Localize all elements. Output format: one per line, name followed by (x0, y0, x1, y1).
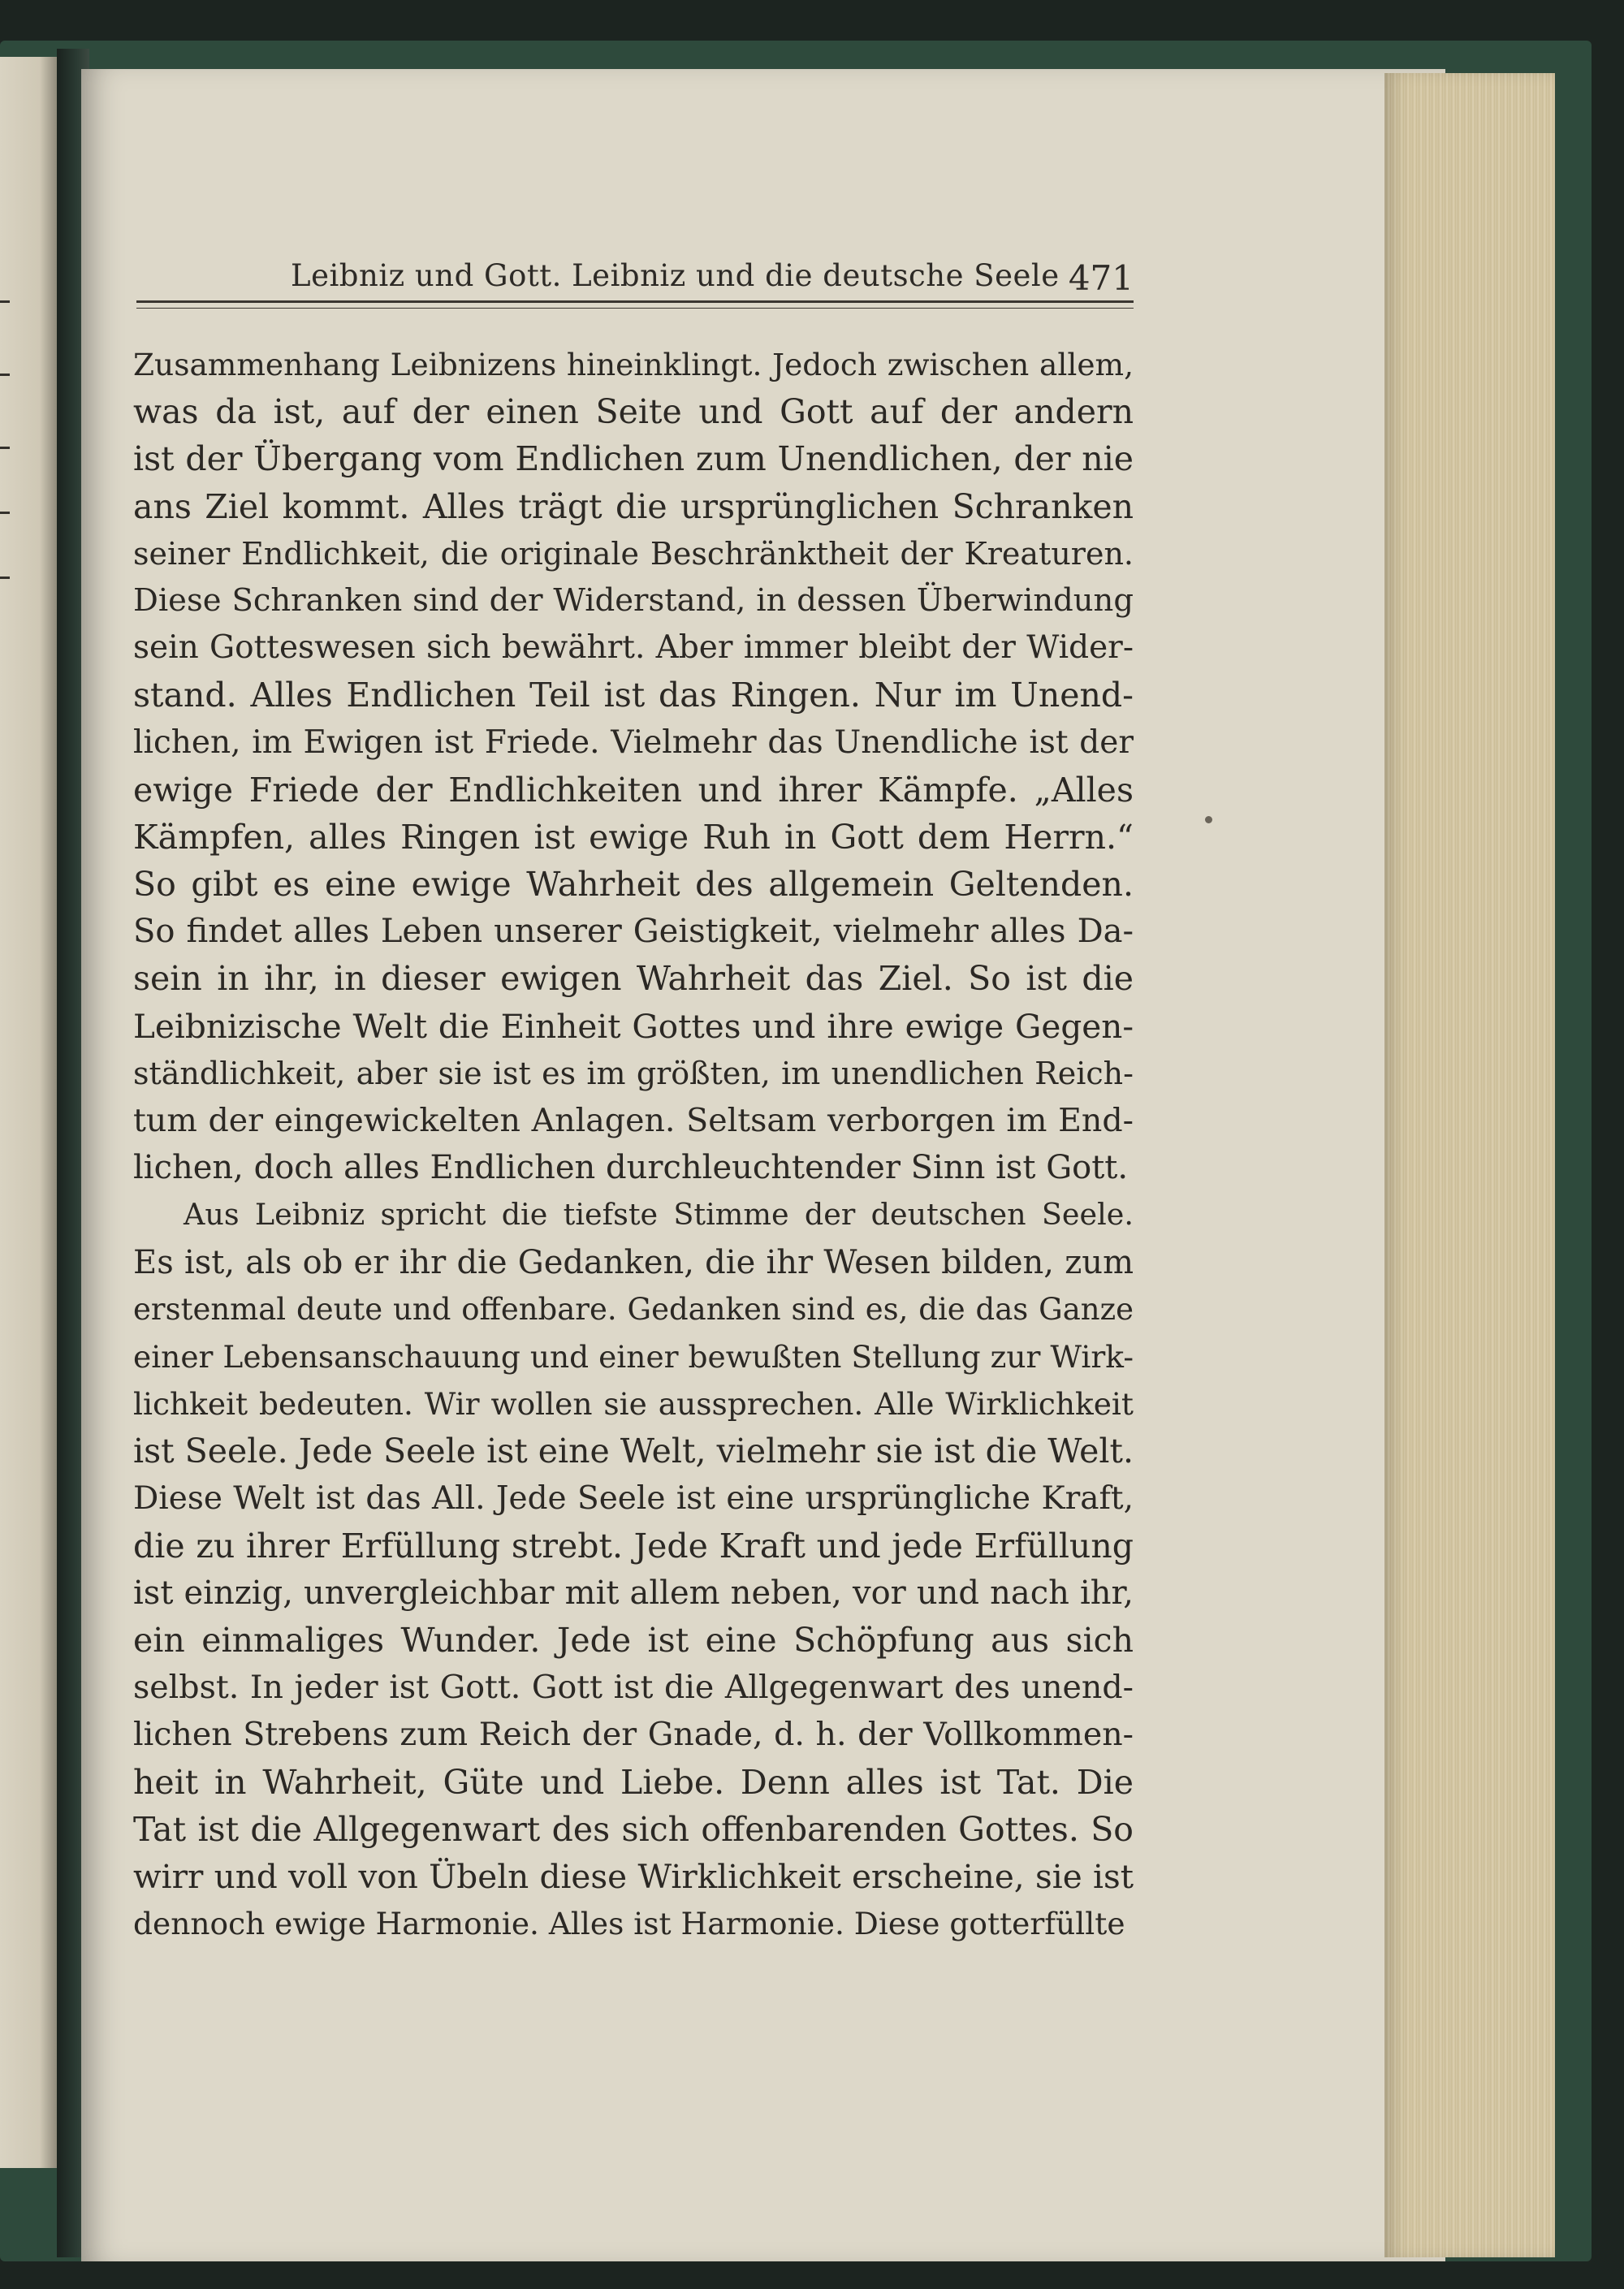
facing-page-mark (0, 374, 10, 376)
text-line: sein in ihr, in dieser ewigen Wahrheit das Ziel. So ist die (133, 959, 1134, 999)
text-line: ständlichkeit, aber sie ist es im größten, im unendlichen Reich- (133, 1055, 1134, 1091)
text-line: die zu ihrer Erfüllung strebt. Jede Kraft und jede Erfüllung (133, 1526, 1134, 1566)
text-line: Kämpfen, alles Ringen ist ewige Ruh in Gott dem Herrn.“ (133, 817, 1134, 857)
facing-page-mark (0, 577, 10, 579)
page-block-edge (1384, 73, 1555, 2257)
text-line: Aus Leibniz spricht die tiefste Stimme der deutschen Seele. (184, 1197, 1134, 1233)
text-line: was da ist, auf der einen Seite und Gott auf der andern (133, 392, 1134, 432)
text-line: Leibnizische Welt die Einheit Gottes und ihre ewige Gegen- (133, 1006, 1134, 1046)
facing-page-edge (0, 57, 57, 2168)
text-line: lichkeit bedeuten. Wir wollen sie aussprechen. Alle Wirklichkeit (133, 1386, 1134, 1423)
text-line: seiner Endlichkeit, die originale Beschränktheit der Kreaturen. (133, 535, 1134, 572)
text-line: ein einmaliges Wunder. Jede ist eine Schöpfung aus sich (133, 1621, 1134, 1661)
text-line: So findet alles Leben unserer Geistigkeit, vielmehr alles Da- (133, 913, 1134, 951)
text-line: erstenmal deute und offenbare. Gedanken sind es, die das Ganze (133, 1291, 1134, 1327)
text-line: einer Lebensanschauung und einer bewußten Stellung zur Wirk- (133, 1338, 1134, 1375)
text-line: wirr und voll von Übeln diese Wirklichkeit erscheine, sie ist (133, 1857, 1134, 1896)
text-line: So gibt es eine ewige Wahrheit des allgemein Geltenden. (133, 865, 1134, 905)
running-head: Leibniz und Gott. Leibniz und die deutsche Seele (291, 258, 1060, 293)
text-line: ist einzig, unvergleichbar mit allem neben, vor und nach ihr, (133, 1574, 1134, 1612)
text-line: tum der eingewickelten Anlagen. Seltsam verborgen im End- (133, 1102, 1134, 1139)
header-rule (136, 300, 1134, 309)
paragraph (133, 1191, 1134, 1947)
text-line: dennoch ewige Harmonie. Alles ist Harmonie. Diese gotterfüllte (133, 1906, 1125, 1942)
text-line: Tat ist die Allgegenwart des sich offenbarenden Gottes. So (133, 1809, 1134, 1849)
paper-speck (1205, 816, 1212, 823)
facing-page-mark (0, 447, 10, 449)
text-line: ist Seele. Jede Seele ist eine Welt, vielmehr sie ist die Welt. (133, 1432, 1134, 1471)
text-line: lichen Strebens zum Reich der Gnade, d. h. der Vollkommen- (133, 1716, 1134, 1754)
text-line: Es ist, als ob er ihr die Gedanken, die ihr Wesen bilden, zum (133, 1243, 1134, 1281)
body-text (133, 341, 1134, 1947)
text-line: ist der Übergang vom Endlichen zum Unendlichen, der nie (133, 439, 1134, 479)
text-line: Diese Schranken sind der Widerstand, in dessen Überwindung (133, 581, 1134, 619)
text-line: Zusammenhang Leibnizens hineinklingt. Jedoch zwischen allem, (133, 347, 1134, 382)
text-line: stand. Alles Endlichen Teil ist das Ringen. Nur im Unend- (133, 676, 1134, 715)
page-number: 471 (1068, 258, 1134, 298)
text-line: ewige Friede der Endlichkeiten und ihrer Kämpfe. „Alles (133, 770, 1134, 810)
text-line: Diese Welt ist das All. Jede Seele ist eine ursprüngliche Kraft, (133, 1479, 1134, 1517)
text-line: lichen, im Ewigen ist Friede. Vielmehr das Unendliche ist der (133, 723, 1134, 761)
text-line: ans Ziel kommt. Alles trägt die ursprünglichen Schranken (133, 486, 1134, 526)
text-line: selbst. In jeder ist Gott. Gott ist die Allgegenwart des unend- (133, 1669, 1134, 1707)
paragraph (133, 341, 1134, 1191)
text-line: sein Gotteswesen sich bewährt. Aber immer bleibt der Wider- (133, 629, 1134, 667)
text-line: lichen, doch alles Endlichen durchleuchtender Sinn ist Gott. (133, 1149, 1129, 1187)
text-line: heit in Wahrheit, Güte und Liebe. Denn alles ist Tat. Die (133, 1762, 1134, 1802)
facing-page-mark (0, 300, 10, 303)
facing-page-mark (0, 512, 10, 514)
